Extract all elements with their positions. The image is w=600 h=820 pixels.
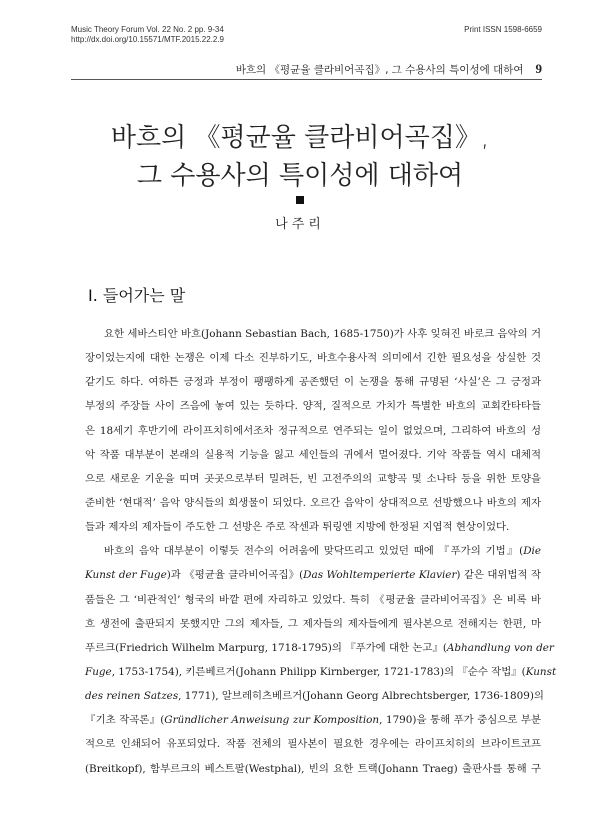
paragraph-1-line: 장이었는지에 대한 논쟁은 이제 다소 진부하기도, 바흐수용사적 의미에서 긴한 필요성을 상실한 것 bbox=[85, 352, 541, 365]
text-run: , 1771), 알브레히츠베르거(Johann Georg Albrechtsberger, 1736-1809)의 bbox=[178, 690, 544, 703]
italic-run: des reinen Satzes bbox=[85, 690, 179, 703]
italic-run: Das Wohltemperierte Klavier bbox=[303, 569, 457, 582]
title-line-1: 바흐의 《평균율 클라비어곡집》, bbox=[110, 123, 490, 153]
text-run: 『기초 작곡론』( bbox=[85, 714, 165, 727]
paragraph-2-line bbox=[85, 563, 541, 587]
text-run: )과 《평균율 클라비어곡집》( bbox=[166, 569, 304, 582]
running-head bbox=[60, 61, 542, 77]
paragraph-1-line: 부정의 주장들 사이 즈음에 놓여 있는 듯하다. 양적, 질적으로 가치가 특별한 바흐의 교회칸타타들 bbox=[85, 400, 541, 413]
paragraph-1-line: 들과 제자의 제자들이 주도한 그 선방은 주로 작센과 튀링엔 지방에 한정된 지엽적 현상이었다. bbox=[85, 521, 510, 534]
paragraph-2-line: 적으로 인쇄되어 유포되었다. 작품 전체의 필사본이 필요한 경우에는 라이프치히의 브라이트코프 bbox=[85, 738, 541, 751]
paragraph-2-line: (Breitkopf), 함부르크의 베스트팔(Westphal), 빈의 요한 트랙(Johann Traeg) 출판사를 통해 구 bbox=[85, 762, 541, 775]
paragraph-2-line bbox=[85, 636, 554, 660]
italic-run: Gründlicher Anweisung zur Komposition bbox=[164, 714, 380, 727]
title-line-2: 그 수용사의 특이성에 대하여 bbox=[136, 161, 464, 191]
page-number: 9 bbox=[535, 61, 542, 76]
italic-run: Abhandlung von der bbox=[446, 641, 554, 654]
paragraph-2-line bbox=[85, 708, 541, 732]
author: 나주리 bbox=[275, 217, 325, 232]
body-text bbox=[85, 322, 557, 781]
italic-run: Fuge bbox=[85, 665, 112, 678]
paragraph-2-line: 흐 생전에 출판되지 못했지만 그의 제자들, 그 제자들의 제자들에게 필사본으로 전해지는 한편, 마 bbox=[85, 617, 541, 630]
italic-run: Kunst der Fuge bbox=[85, 569, 167, 582]
paragraph-1-line: 으로 새로운 기운을 띠며 곳곳으로부터 밀려든, 빈 고전주의의 교향곡 및 소나타 등을 위한 토양을 bbox=[85, 472, 541, 485]
text-run: 푸르크(Friedrich Wilhelm Marpurg, 1718-1795)의 『푸가에 대한 논고』( bbox=[85, 641, 447, 654]
text-run: , 1753-1754), 키른베르거(Johann Philipp Kirnberger, 1721-1783)의 『순수 작법』( bbox=[111, 665, 526, 678]
title-square-mark bbox=[296, 196, 304, 204]
paragraph-2-line bbox=[85, 684, 544, 708]
running-head-title: 바흐의 《평균율 클라비어곡집》, 그 수용사의 특이성에 대하여 bbox=[235, 64, 524, 76]
text-run: 바흐의 음악 대부분이 이렇듯 전수의 어려움에 맞닥뜨리고 있었던 때에 『푸가의 기법』( bbox=[104, 545, 524, 558]
header-rule bbox=[71, 79, 542, 80]
italic-run: Kunst bbox=[525, 665, 557, 678]
paragraph-1-line: 요한 세바스티안 바흐(Johann Sebastian Bach, 1685-1750)가 사후 잊혀진 바로크 음악의 거 bbox=[104, 328, 541, 340]
text-run: , 1790)을 통해 푸가 중심으로 부분 bbox=[379, 714, 542, 727]
journal-line: Music Theory Forum Vol. 22 No. 2 pp. 9-34 bbox=[71, 25, 224, 34]
section-heading: I. 들어가는 말 bbox=[88, 286, 186, 305]
italic-run: Die bbox=[523, 545, 541, 558]
text-run: ) 같은 대위법적 작 bbox=[456, 569, 541, 582]
paragraph-2-line bbox=[85, 660, 557, 684]
paragraph-2-line: 품들은 그 ‘비관적인’ 형국의 바깥 편에 자리하고 있었다. 특히 《평균율 클라비어곡집》은 비록 바 bbox=[85, 593, 541, 606]
paragraph-1-line: 같기도 하다. 여하튼 긍정과 부정이 팽팽하게 공존했던 이 논쟁을 통해 규명된 ‘사실’은 그 긍정과 bbox=[85, 376, 541, 389]
issn: Print ISSN 1598-6659 bbox=[464, 25, 542, 34]
paragraph-1-line: 은 18세기 후반기에 라이프치히에서조차 정규적으로 연주되는 일이 없었으며, 그리하여 바흐의 성 bbox=[85, 424, 541, 437]
doi-link[interactable]: http://dx.doi.org/10.15571/MTF.2015.22.2.9 bbox=[71, 35, 224, 44]
paragraph-1-line: 악 작품 대부분이 본래의 실용적 기능을 잃고 세인들의 귀에서 멀어졌다. 기악 작품들 역시 대체적 bbox=[85, 448, 541, 461]
paragraph-1-line: 준비한 ‘현대적’ 음악 양식들의 희생물이 되었다. 오르간 음악이 상대적으로 선방했으나 바흐의 제자 bbox=[85, 496, 541, 509]
journal-citation bbox=[71, 25, 224, 45]
paragraph-2-line bbox=[85, 539, 541, 563]
